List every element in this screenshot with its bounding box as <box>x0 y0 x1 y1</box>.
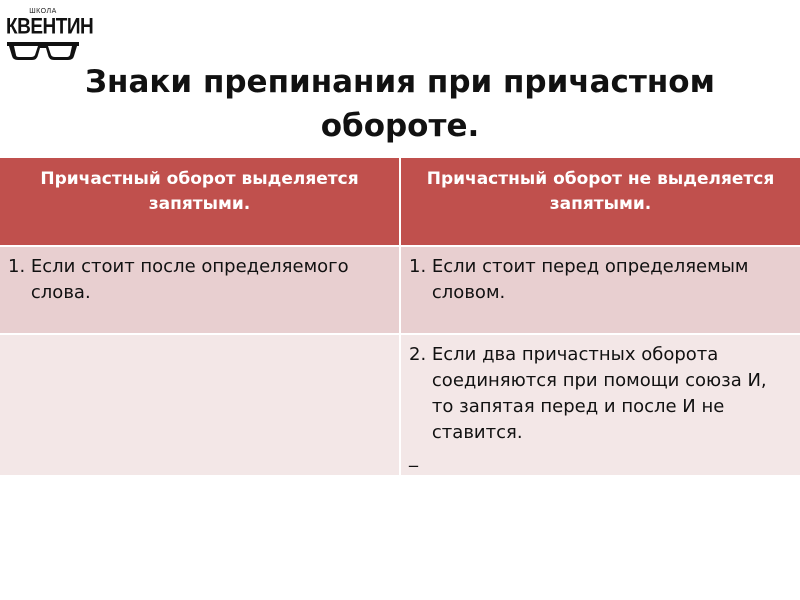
header-with-commas: Причастный оборот выделяется запятыми. <box>0 158 400 246</box>
rule-number: 1. <box>8 256 31 277</box>
table-row <box>0 246 800 334</box>
table-cell <box>400 246 800 334</box>
rule-text: Если стоит после определяемого слова. <box>30 256 349 303</box>
rule-item <box>409 254 792 306</box>
rule-item <box>8 254 391 306</box>
header-without-commas: Причастный оборот не выделяется запятыми. <box>400 158 800 246</box>
logo-name: КВЕНТИН <box>6 15 94 40</box>
logo-school-label: ШКОЛА <box>29 8 57 15</box>
table-cell <box>0 246 400 334</box>
table-row <box>0 334 800 476</box>
title-line-2: обороте. <box>320 108 480 144</box>
title-line-1: Знаки препинания при причастном <box>85 64 715 100</box>
trailing-underscore: _ <box>409 447 418 468</box>
punctuation-table <box>0 158 800 477</box>
glasses-icon <box>6 38 80 62</box>
school-logo <box>6 4 94 64</box>
rule-number: 2. <box>409 344 432 365</box>
rule-number: 1. <box>409 256 432 277</box>
table-cell <box>400 334 800 476</box>
table-cell-empty <box>0 334 400 476</box>
rule-text <box>432 342 792 446</box>
page-title <box>0 60 800 148</box>
rule-item <box>409 342 792 446</box>
rule-text-body: Если два причастных оборота соединяются при помощи союза И, то запятая перед и после И не ставится. <box>431 344 767 443</box>
rule-text: Если стоит перед определяемым словом. <box>431 256 749 303</box>
table-header-row <box>0 158 800 246</box>
